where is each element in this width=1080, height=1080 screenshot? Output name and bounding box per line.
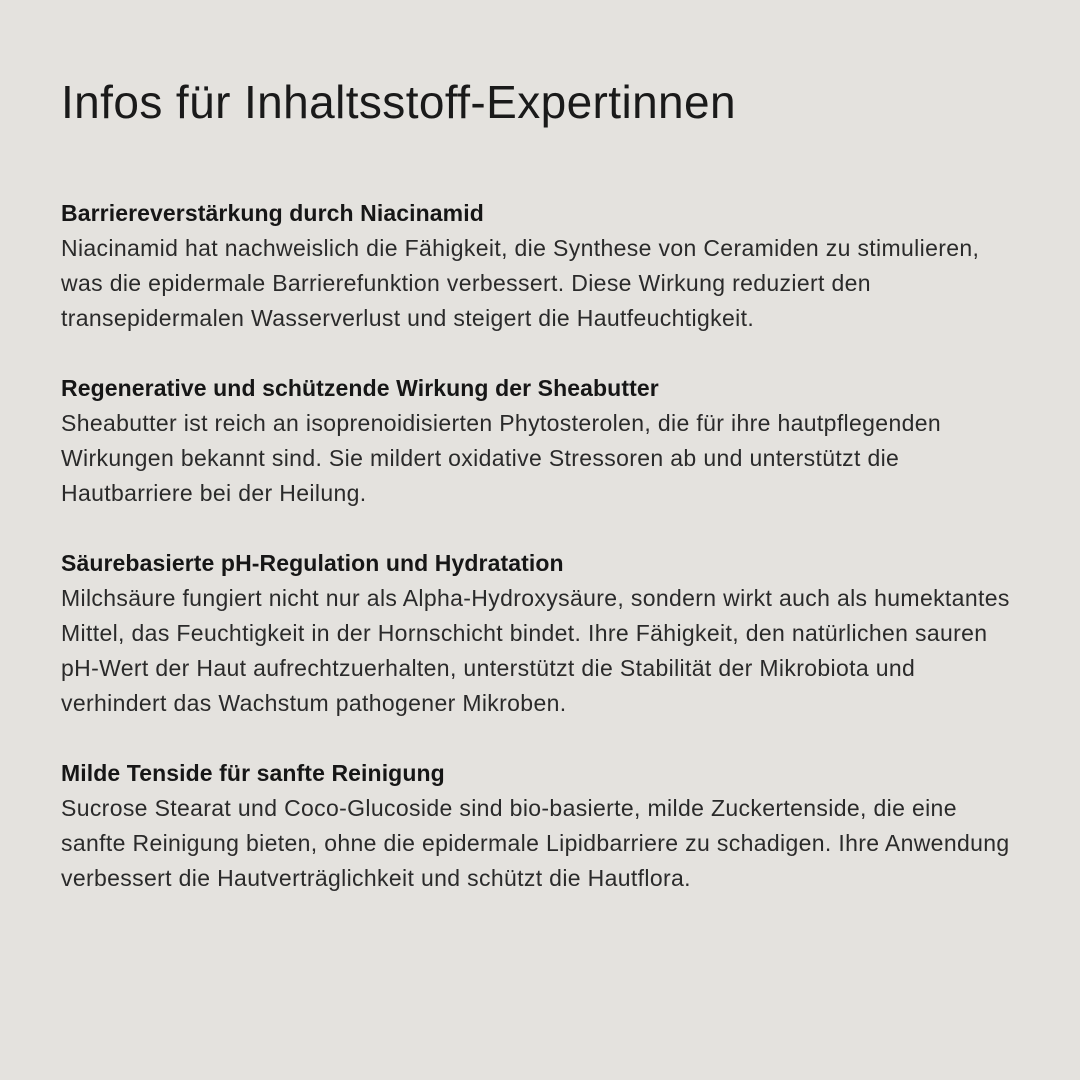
- section-body: Milchsäure fungiert nicht nur als Alpha-Hydroxysäure, sondern wirkt auch als humektantes Mittel, das Feuchtigkeit in der Hornschicht bindet. Ihre Fähigkeit, den natürlichen sauren pH-Wert der Haut aufrechtzuerhalten, unterstützt die Stabilität der Mikrobiota und verhindert das Wachstum pathogener Mikroben.: [61, 585, 1010, 716]
- section-sheabutter: [61, 371, 1020, 511]
- section-body: Sheabutter ist reich an isoprenoidisierten Phytosterolen, die für ihre hautpflegenden Wirkungen bekannt sind. Sie mildert oxidative Stressoren ab und unterstützt die Hautbarriere bei der Heilung.: [61, 410, 942, 506]
- page-title: Infos für Inhaltsstoff-Expertinnen: [61, 76, 737, 128]
- section-heading: Milde Tenside für sanfte Reinigung: [61, 760, 445, 786]
- section-body: Sucrose Stearat und Coco-Glucoside sind bio-basierte, milde Zuckertenside, die eine sanfte Reinigung bieten, ohne die epidermale Lipidbarriere zu schadigen. Ihre Anwendung verbessert die Hautverträglichkeit und schützt die Hautflora.: [61, 795, 1010, 891]
- ingredient-sections: [61, 196, 1020, 896]
- section-mild-surfactants: [61, 756, 1020, 896]
- section-heading: Regenerative und schützende Wirkung der Sheabutter: [61, 375, 659, 401]
- section-ph-regulation: [61, 546, 1020, 721]
- section-body: Niacinamid hat nachweislich die Fähigkeit, die Synthese von Ceramiden zu stimulieren, was die epidermale Barrierefunktion verbessert. Diese Wirkung reduziert den transepidermalen Wasserverlust und steigert die Hautfeuchtigkeit.: [61, 235, 980, 331]
- section-heading: Säurebasierte pH-Regulation und Hydratation: [61, 550, 564, 576]
- section-heading: Barriereverstärkung durch Niacinamid: [61, 200, 484, 226]
- section-niacinamide: [61, 196, 1020, 336]
